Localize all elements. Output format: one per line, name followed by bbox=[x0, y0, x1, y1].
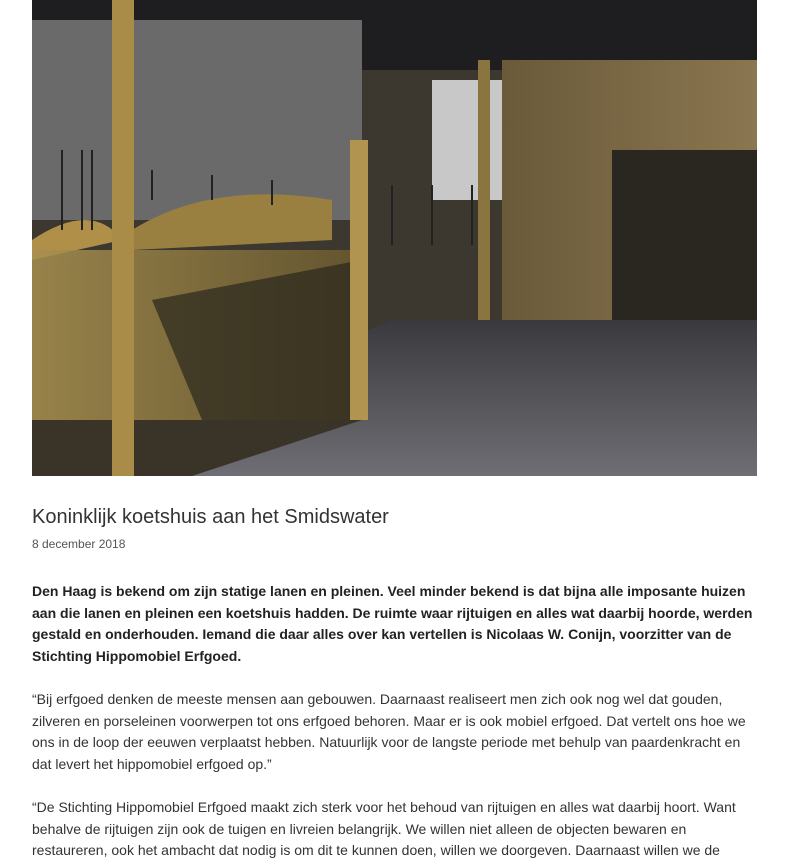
stable-interior-photo bbox=[32, 0, 757, 476]
article-date: 8 december 2018 bbox=[32, 537, 126, 551]
article-paragraph: “De Stichting Hippomobiel Erfgoed maakt zich sterk voor het behoud van rijtuigen en alles wat daarbij hoort. Want behalve de rijtuigen zijn ook de tuigen en livreien belangrijk. We willen niet alleen de objecten bewaren en restaureren, ook het ambacht dat nodig is om dit te kunnen doen, willen we doorgeven. Daarnaast willen we de bbox=[32, 799, 736, 858]
article-hero-image bbox=[32, 0, 757, 476]
article-paragraph: “Bij erfgoed denken de meeste mensen aan gebouwen. Daarnaast realiseert men zich ook nog wel dat gouden, zilveren en porseleinen voorwerpen tot ons erfgoed behoren. Maar er is ook mobiel erfgoed. Dat vertelt ons hoe we ons in de loop der eeuwen verplaatst hebben. Natuurlijk voor de langste periode met behulp van paardenkracht en dat levert het hippomobiel erfgoed op.” bbox=[32, 691, 746, 772]
article-title: Koninklijk koetshuis aan het Smidswater bbox=[32, 506, 389, 528]
article-lead: Den Haag is bekend om zijn statige lanen en pleinen. Veel minder bekend is dat bijna alle imposante huizen aan die lanen en pleinen een koetshuis hadden. De ruimte waar rijtuigen en alles wat daarbij hoorde, werden gestald en onderhouden. Iemand die daar alles over kan vertellen is Nicolaas W. Conijn, voorzitter van de Stichting Hippomobiel Erfgoed. bbox=[32, 583, 753, 664]
article bbox=[32, 505, 762, 862]
